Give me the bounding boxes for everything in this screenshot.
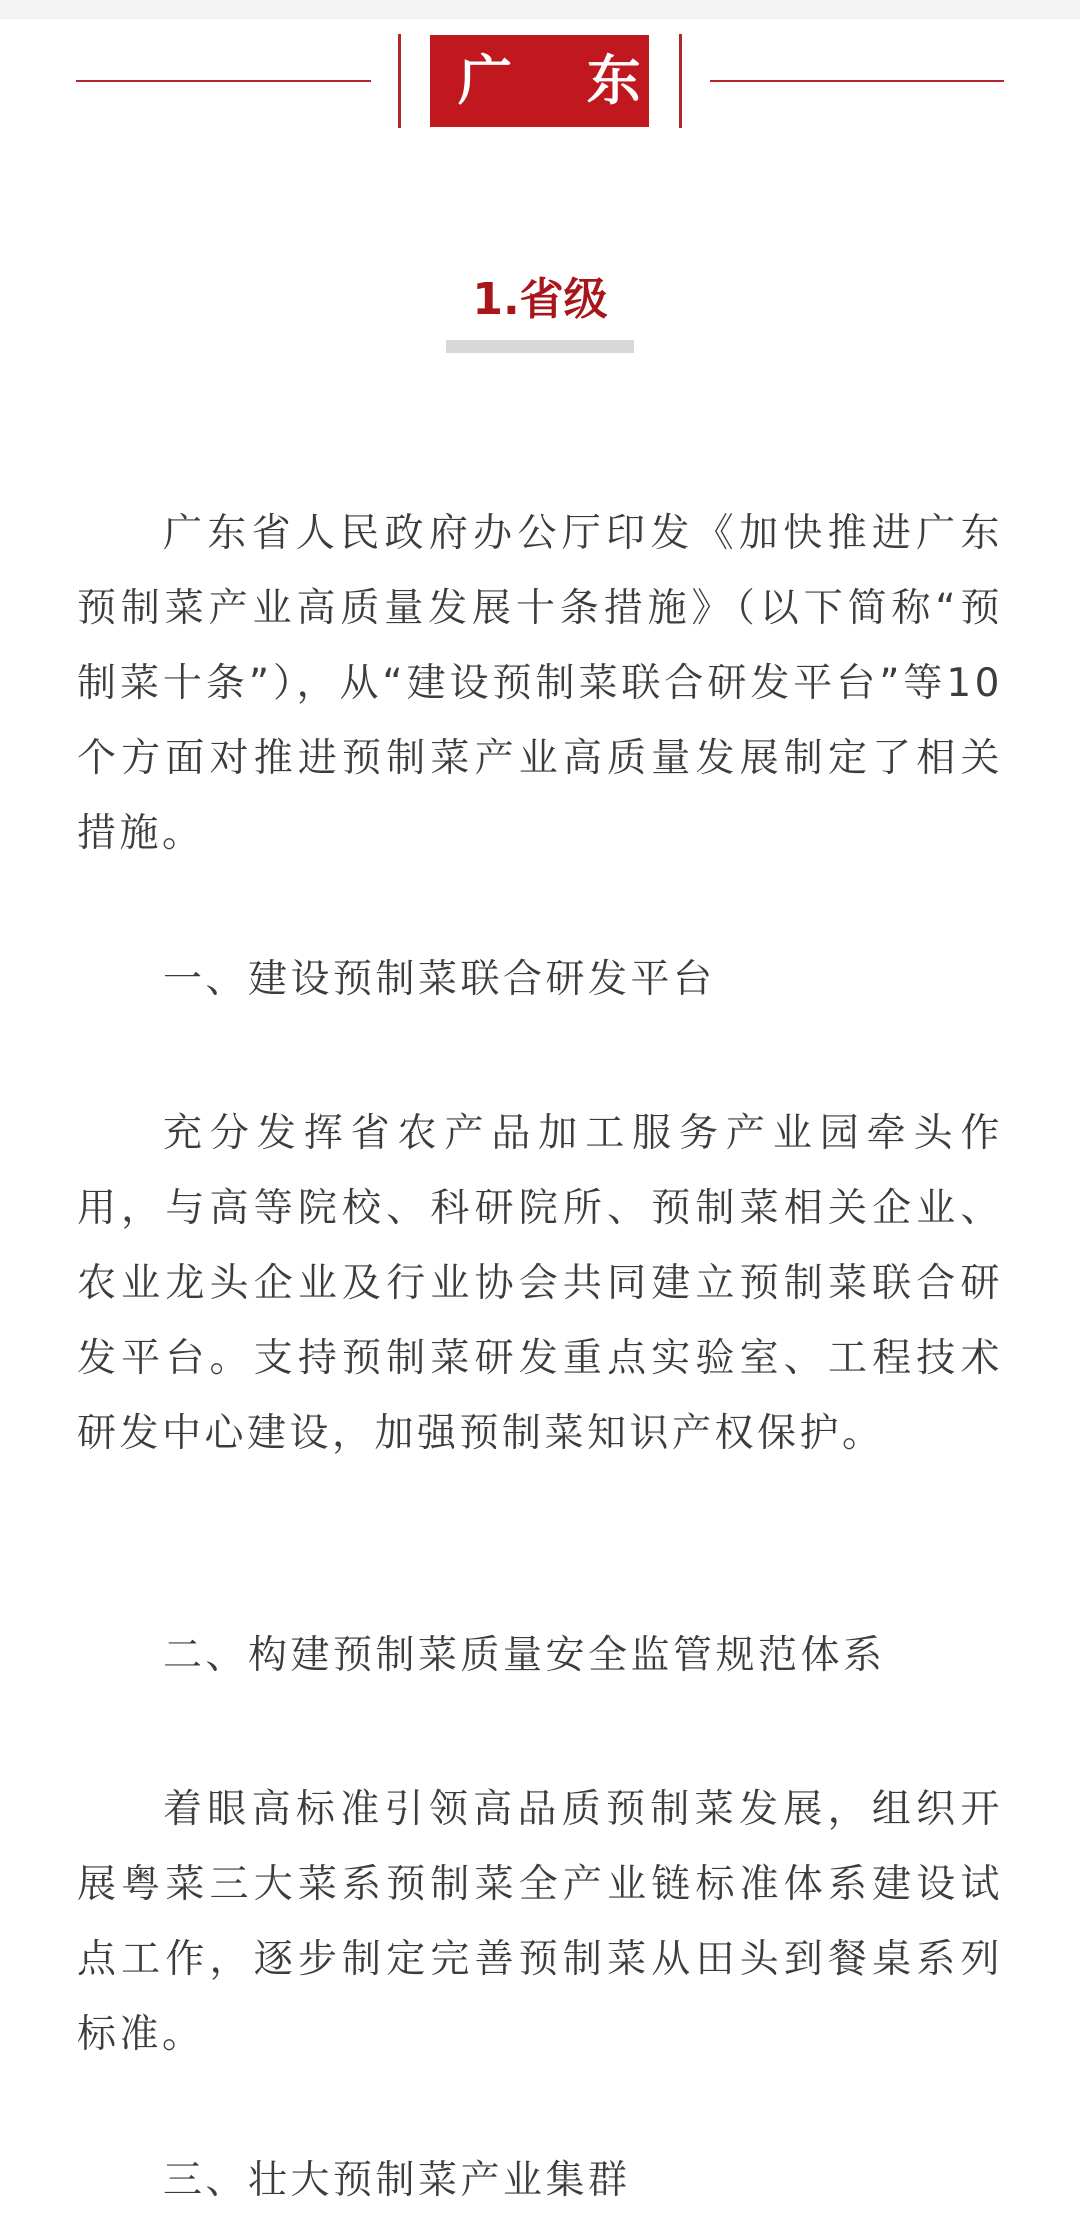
header-left-bar bbox=[398, 34, 401, 128]
header-left-rule bbox=[76, 80, 371, 82]
region-header bbox=[0, 18, 1080, 146]
section-heading-3: 三、壮大预制菜产业集群 bbox=[163, 2158, 631, 2203]
section-heading-1: 一、建设预制菜联合研发平台 bbox=[163, 957, 716, 1002]
top-strip bbox=[0, 0, 1080, 19]
intro-paragraph: 广东省人民政府办公厅印发《加快推进广东预制菜产业高质量发展十条措施》（以下简称“预制菜十条”），从“建设预制菜联合研发平台”等10个方面对推进预制菜产业高质量发展制定了相关措施。 bbox=[77, 511, 1003, 856]
body-paragraph-1: 充分发挥省农产品加工服务产业园牵头作用，与高等院校、科研院所、预制菜相关企业、农业龙头企业及行业协会共同建立预制菜联合研发平台。支持预制菜研发重点实验室、工程技术研发中心建设，加强预制菜知识产权保护。 bbox=[77, 1111, 1003, 1456]
section-heading-2: 二、构建预制菜质量安全监管规范体系 bbox=[163, 1633, 886, 1678]
body-paragraph-2: 着眼高标准引领高品质预制菜发展，组织开展粤菜三大菜系预制菜全产业链标准体系建设试点工作，逐步制定完善预制菜从田头到餐桌系列标准。 bbox=[77, 1787, 1003, 2057]
section-title: 1.省级 bbox=[472, 274, 608, 325]
header-right-rule bbox=[710, 80, 1004, 82]
section-title-underline bbox=[446, 340, 634, 353]
region-tag: 广 东 bbox=[430, 35, 649, 127]
header-right-bar bbox=[679, 34, 682, 128]
